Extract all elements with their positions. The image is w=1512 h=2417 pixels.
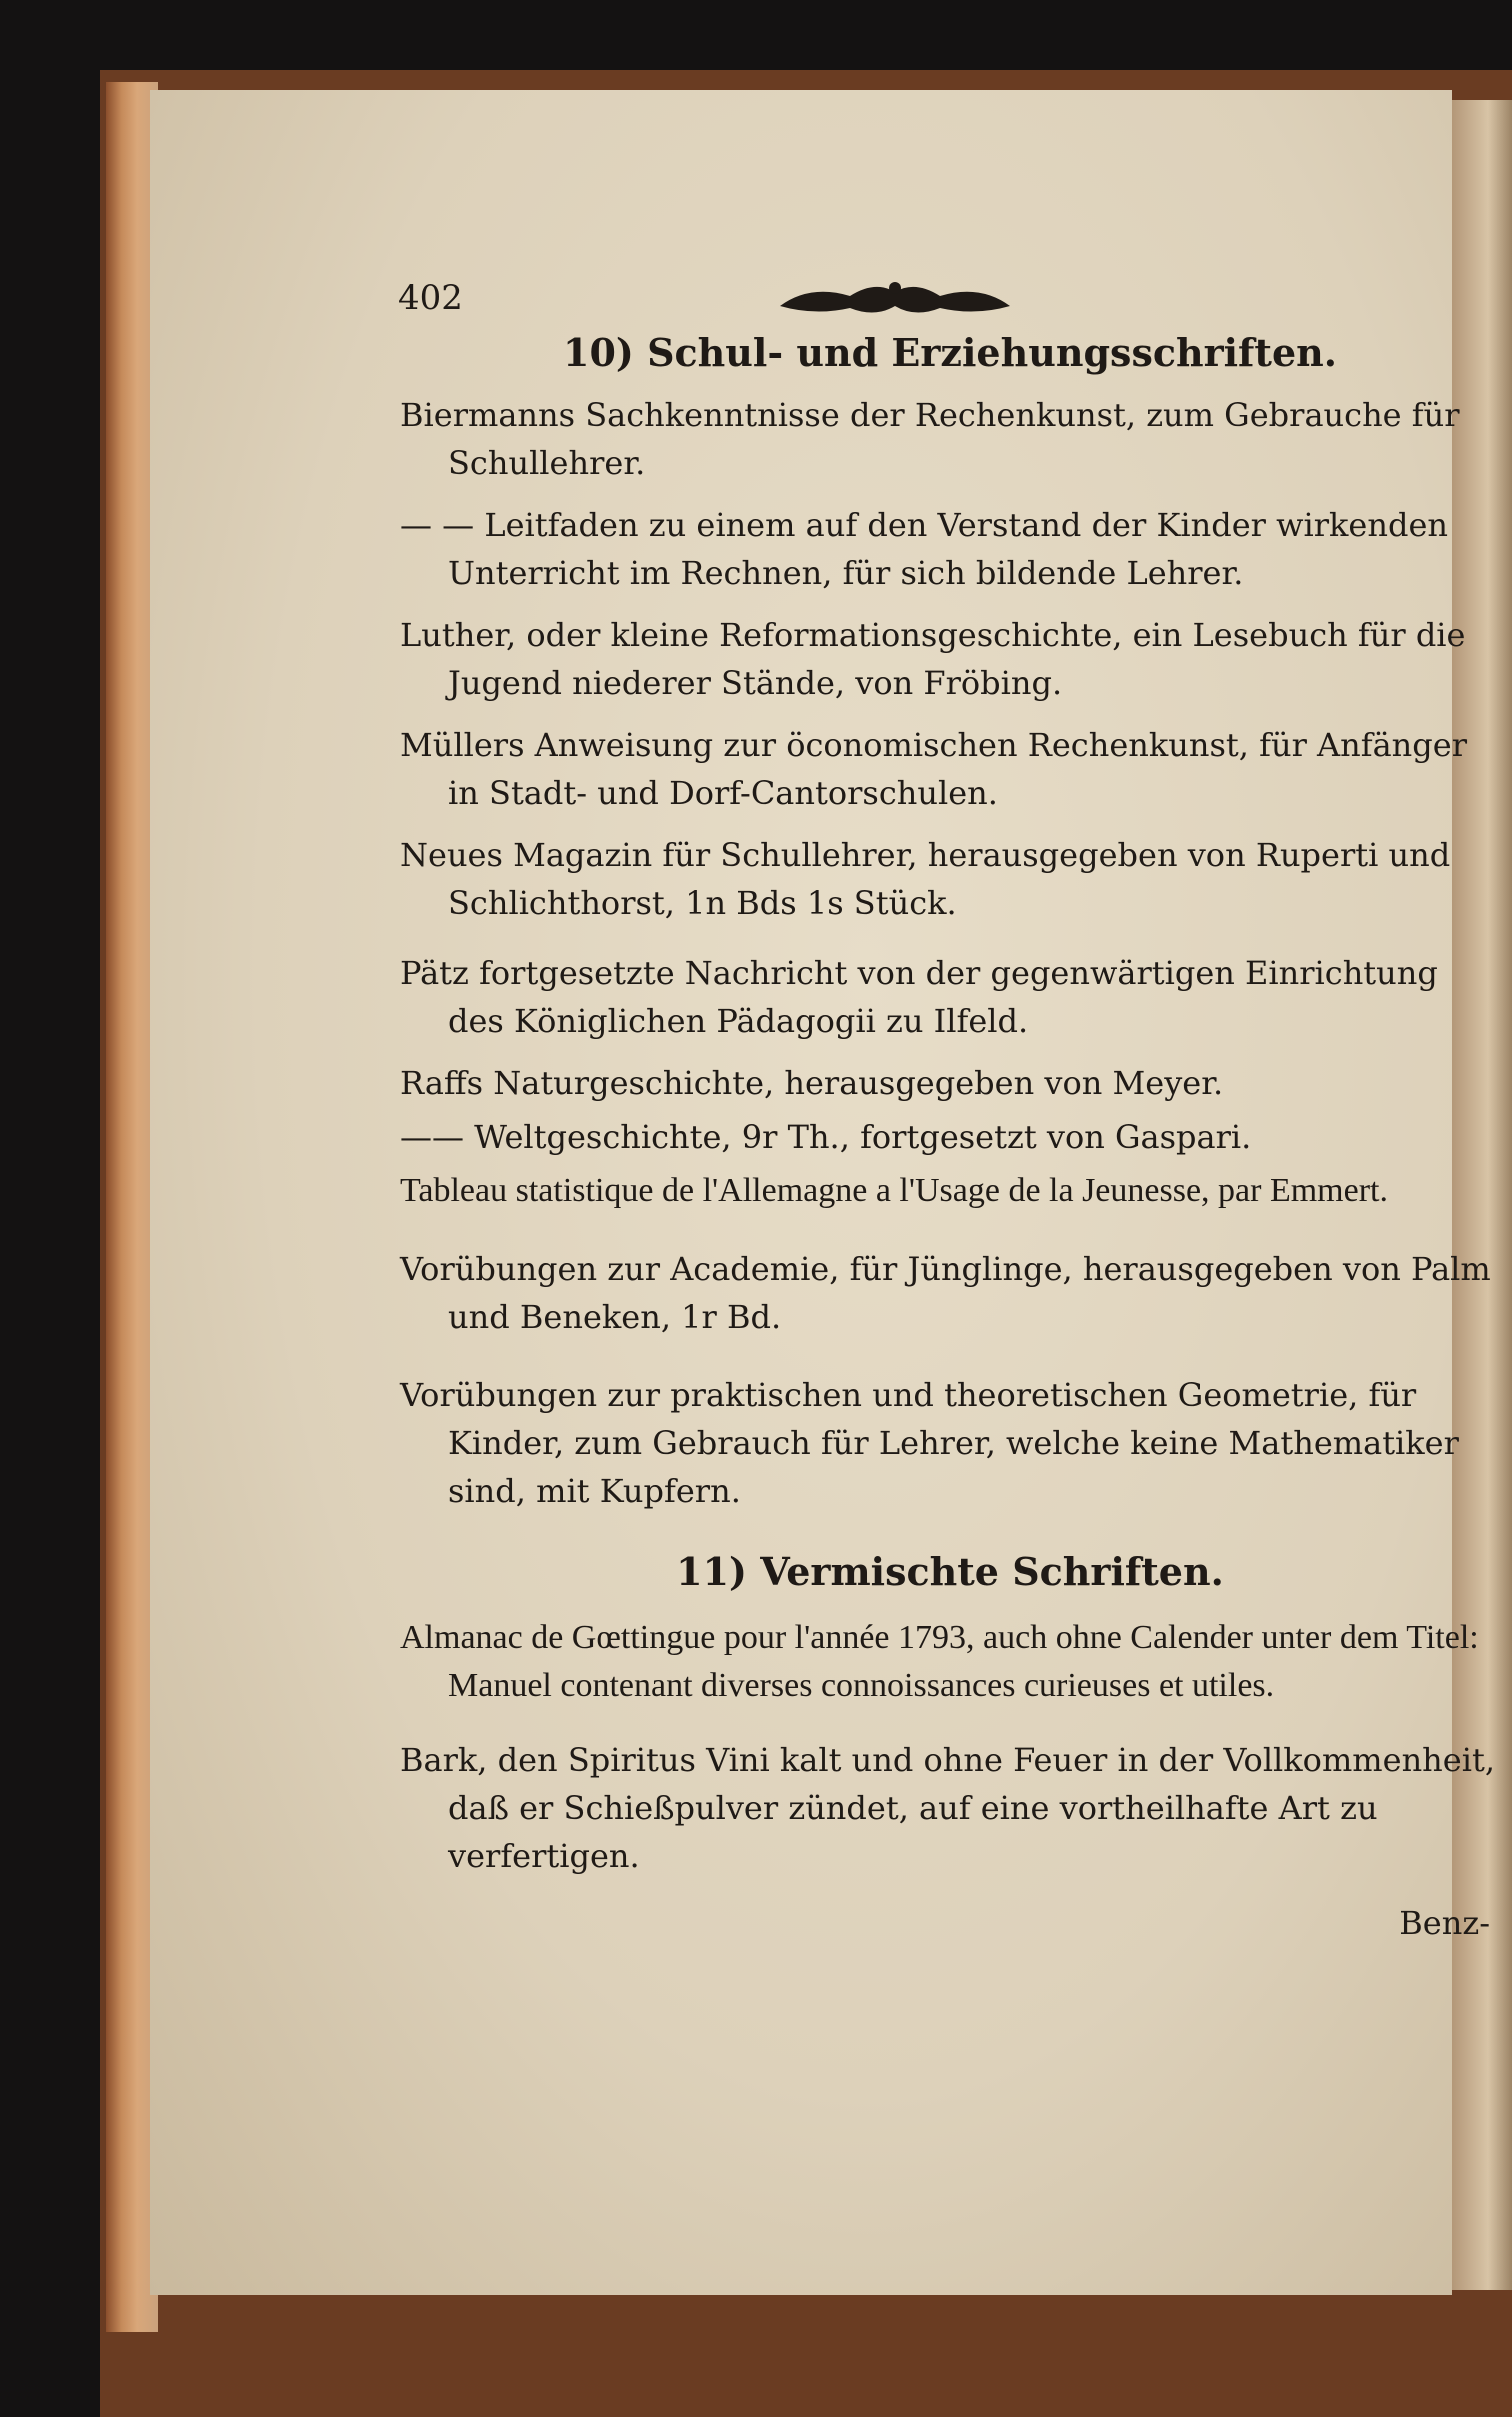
book-entry: Biermanns Sachkenntnisse der Rechenkunst, zum Gebrauche für Schullehrer. [400, 396, 1460, 482]
book-entry: Tableau statistique de l'Allemagne a l'Usage de la Jeunesse, par Emmert. [400, 1172, 1388, 1209]
book-entry: —— Weltgeschichte, 9r Th., fortgesetzt von Gaspari. [400, 1118, 1252, 1156]
book-entry: Neues Magazin für Schullehrer, herausgegeben von Ruperti und Schlichthorst, 1n Bds 1s Stück. [400, 836, 1451, 922]
book-entry: Müllers Anweisung zur öconomischen Rechenkunst, für Anfänger in Stadt- und Dorf-Cantorschulen. [400, 726, 1467, 812]
book-entry: Vorübungen zur praktischen und theoretischen Geometrie, für Kinder, zum Gebrauch für Lehrer, welche keine Mathematiker sind, mit Kupfern. [400, 1376, 1459, 1510]
printer-ornament-icon [770, 276, 1020, 320]
book-entry: Almanac de Gœttingue pour l'année 1793, auch ohne Calender unter dem Titel: Manuel contenant diverses connoissances curieuses et utiles. [400, 1619, 1479, 1704]
book-entry: Bark, den Spiritus Vini kalt und ohne Feuer in der Vollkommenheit, daß er Schießpulver zündet, auf eine vortheilhafte Art zu verfertigen. [400, 1741, 1495, 1875]
section-heading: 10) Schul- und Erziehungsschriften. [563, 330, 1337, 375]
book-page [150, 90, 1495, 2295]
book-entry: Vorübungen zur Academie, für Jünglinge, herausgegeben von Palm und Beneken, 1r Bd. [400, 1250, 1491, 1336]
page-number: 402 [398, 278, 463, 318]
book-entry: Pätz fortgesetzte Nachricht von der gegenwärtigen Einrichtung des Königlichen Pädagogii zu Ilfeld. [400, 954, 1438, 1040]
book-entry: Raffs Naturgeschichte, herausgegeben von Meyer. [400, 1064, 1224, 1102]
book-entry: Luther, oder kleine Reformationsgeschichte, ein Lesebuch für die Jugend niederer Stände, von Fröbing. [400, 616, 1466, 702]
catchword: Benz- [1399, 1904, 1490, 1942]
page-body [400, 330, 1500, 1942]
book-entry: — — Leitfaden zu einem auf den Verstand der Kinder wirkenden Unterricht im Rechnen, für sich bildende Lehrer. [400, 506, 1448, 592]
section-heading: 11) Vermischte Schriften. [676, 1549, 1224, 1594]
page-header [150, 268, 1452, 338]
